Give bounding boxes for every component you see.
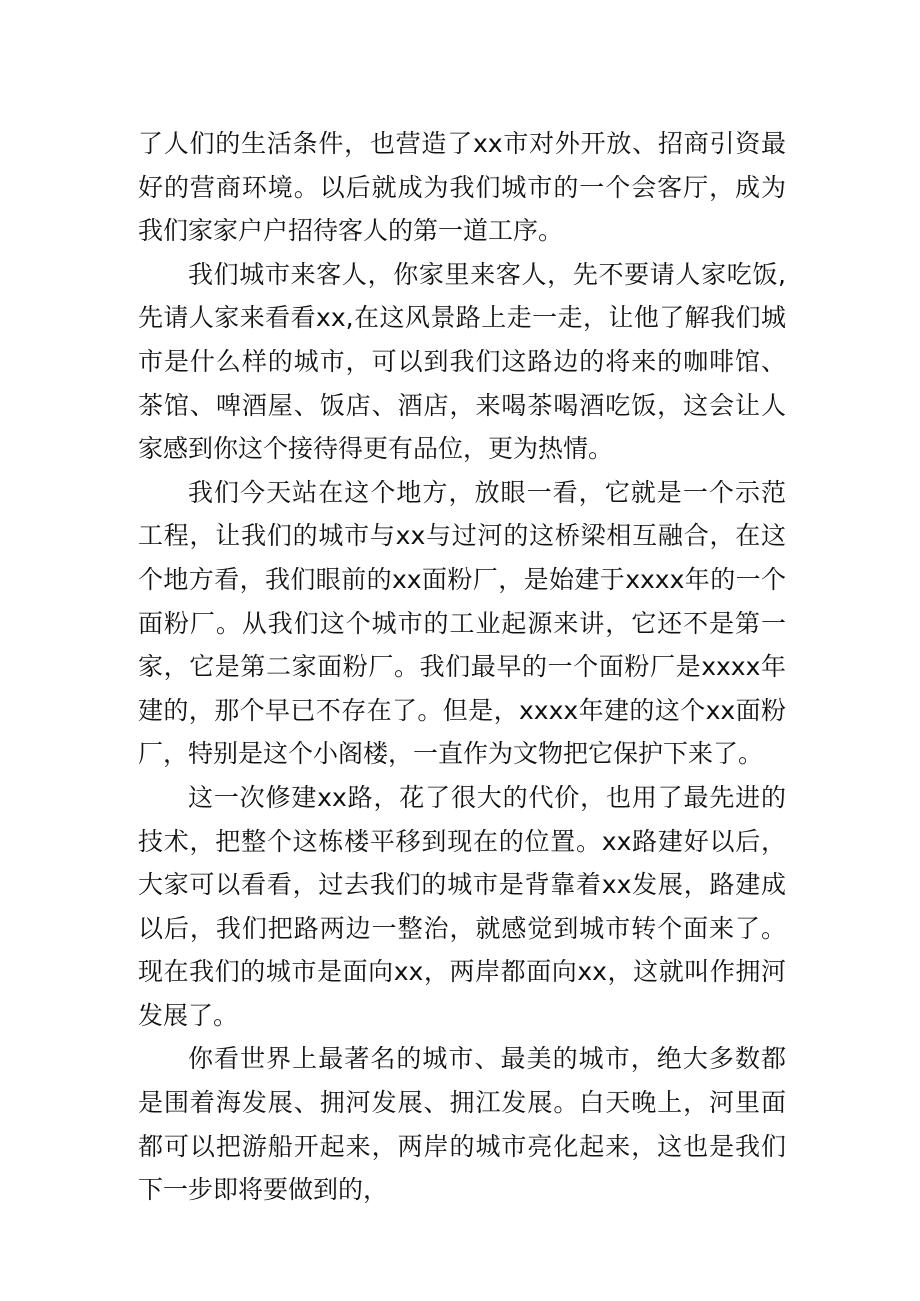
paragraph-4: 这一次修建xx路，花了很大的代价，也用了最先进的技术，把整个这栋楼平移到现在的位置。xx路建好以后，大家可以看看，过去我们的城市是背靠着xx发展，路建成以后，我们把路两边一整治，就感觉到城市转个面来了。现在我们的城市是面向xx，两岸都面向xx，这就叫作拥河发展了。 [138,782,786,1030]
paragraph-5: 你看世界上最著名的城市、最美的城市，绝大多数都是围着海发展、拥河发展、拥江发展。白天晚上，河里面都可以把游船开起来，两岸的城市亮化起来，这也是我们下一步即将要做到的， [138,1044,786,1205]
paragraph-2: 我们城市来客人，你家里来客人，先不要请人家吃饭,先请人家来看看xx,在这风景路上走一走，让他了解我们城市是什么样的城市，可以到我们这路边的将来的咖啡馆、茶馆、啤酒屋、饭店、酒店，来喝茶喝酒吃饭，这会让人家感到你这个接待得更有品位，更为热情。 [138,259,786,464]
document-body [138,122,786,1212]
paragraph-1: 了人们的生活条件，也营造了xx市对外开放、招商引资最好的营商环境。以后就成为我们城市的一个会客厅，成为我们家家户户招待客人的第一道工序。 [138,129,786,246]
paragraph-3: 我们今天站在这个地方，放眼一看，它就是一个示范工程，让我们的城市与xx与过河的这桥梁相互融合，在这个地方看，我们眼前的xx面粉厂，是始建于xxxx年的一个面粉厂。从我们这个城市的工业起源来讲，它还不是第一家，它是第二家面粉厂。我们最早的一个面粉厂是xxxx年建的，那个早已不存在了。但是，xxxx年建的这个xx面粉厂，特别是这个小阁楼，一直作为文物把它保护下来了。 [138,477,786,769]
